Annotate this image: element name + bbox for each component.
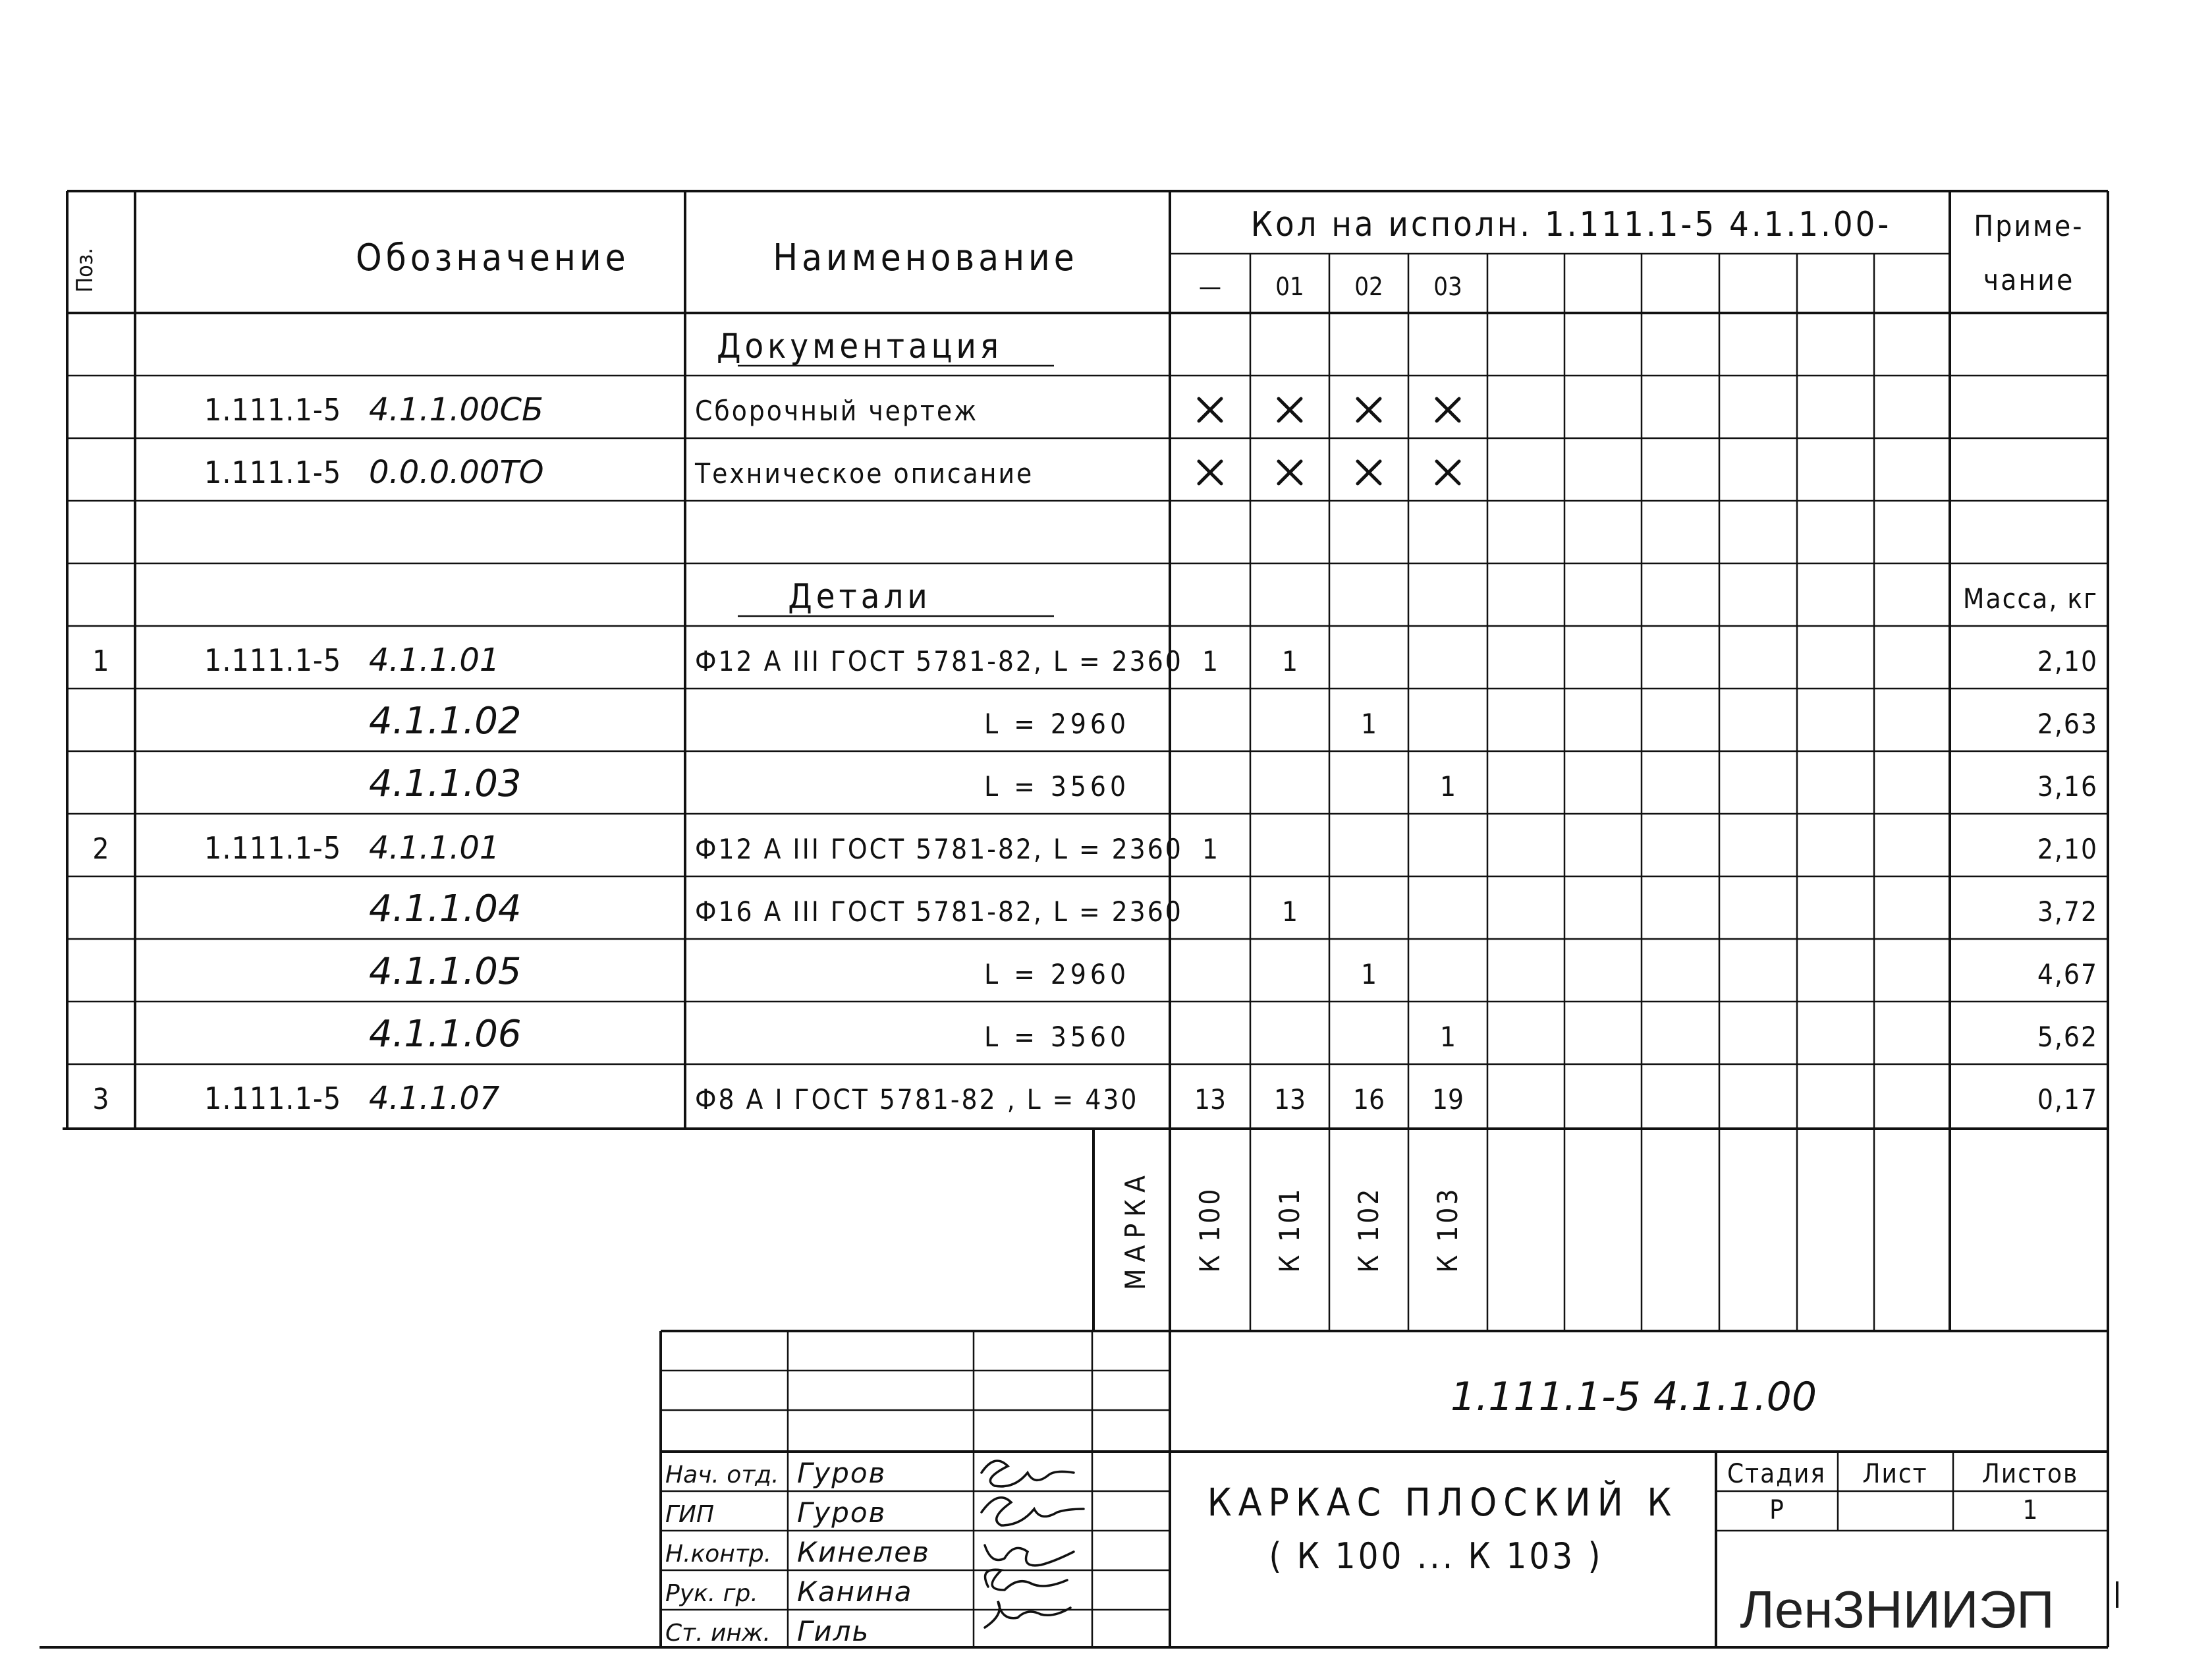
row-quantity: 1 <box>1439 770 1456 803</box>
designation-header: Обозначение <box>356 237 630 279</box>
row-code: 1.111.1-5 <box>204 1081 342 1116</box>
row-name: Сборочный чертеж <box>695 395 979 427</box>
row-name: Техническое описание <box>695 457 1034 490</box>
row-code: 1.111.1-5 <box>204 392 342 428</box>
row-sub-code: 4.1.1.05 <box>369 950 522 993</box>
approval-name: Канина <box>797 1575 913 1608</box>
table-row <box>369 762 2098 805</box>
row-quantity: 1 <box>1281 895 1298 928</box>
row-note: 3,16 <box>2037 770 2098 803</box>
approval-name: Гуров <box>797 1457 887 1489</box>
applicability-mark <box>1437 461 1459 484</box>
table-row <box>369 950 2098 993</box>
applicability-mark <box>1279 399 1301 421</box>
approval-row <box>665 1615 870 1647</box>
row-position: 1 <box>92 644 109 678</box>
table-row <box>369 1013 2098 1056</box>
approval-row <box>665 1457 886 1489</box>
section-heading: Детали <box>788 577 931 617</box>
approval-role: Ст. инж. <box>665 1620 771 1647</box>
drawing-title-line2: ( К 100 ... К 103 ) <box>1269 1535 1603 1577</box>
approval-role: ГИП <box>665 1501 715 1528</box>
approval-name: Гиль <box>797 1615 870 1647</box>
approval-role: Н.контр. <box>665 1541 772 1568</box>
table-row <box>369 700 2098 743</box>
variant-headers <box>1199 272 1462 301</box>
table-row <box>738 577 2098 617</box>
approval-row <box>665 1496 886 1529</box>
approval-role: Нач. отд. <box>665 1461 779 1489</box>
qty-header: Кол на исполн. 1.111.1-5 4.1.1.00- <box>1250 205 1892 244</box>
row-code: 1.111.1-5 <box>204 830 342 866</box>
variant-header-0: — <box>1198 272 1222 301</box>
row-sub-code: 0.0.0.00ТО <box>369 454 544 491</box>
row-note: 2,10 <box>2037 833 2098 865</box>
row-code: 1.111.1-5 <box>204 455 342 490</box>
row-note: 2,10 <box>2037 645 2098 677</box>
row-quantity: 16 <box>1352 1083 1385 1116</box>
variant-header-2: 02 <box>1354 272 1383 301</box>
variant-header-3: 03 <box>1433 272 1462 301</box>
approval-row <box>665 1575 913 1608</box>
row-note: Масса, кг <box>1962 582 2098 615</box>
row-quantity: 1 <box>1439 1021 1456 1053</box>
row-quantity: 13 <box>1194 1083 1227 1116</box>
row-quantity: 1 <box>1202 645 1219 677</box>
row-quantity: 1 <box>1202 833 1219 865</box>
marka-value-1: К 101 <box>1273 1186 1306 1273</box>
row-quantity: 1 <box>1360 958 1377 990</box>
applicability-mark <box>1437 399 1459 421</box>
marka-value-0: К 100 <box>1194 1186 1226 1273</box>
marka-value-2: К 102 <box>1352 1186 1385 1273</box>
applicability-mark <box>1279 461 1301 484</box>
row-name: L = 2960 <box>984 708 1130 740</box>
variant-header-1: 01 <box>1275 272 1304 301</box>
marka-value-3: К 103 <box>1431 1186 1464 1273</box>
approval-row <box>665 1536 930 1568</box>
drawing-title-line1: КАРКАС ПЛОСКИЙ К <box>1207 1480 1678 1525</box>
row-name: L = 3560 <box>984 1021 1130 1053</box>
row-sub-code: 4.1.1.07 <box>369 1080 500 1117</box>
sheet-label: Лист <box>1862 1459 1928 1489</box>
signatures <box>982 1461 1084 1628</box>
row-note: 5,62 <box>2037 1021 2098 1053</box>
note-header-line1: Приме- <box>1974 210 2084 243</box>
approval-name: Кинелев <box>797 1536 930 1568</box>
marka-label: МАРКА <box>1119 1169 1151 1290</box>
approval-role: Рук. гр. <box>665 1580 758 1607</box>
row-sub-code: 4.1.1.06 <box>369 1013 522 1056</box>
row-sub-code: 4.1.1.00СБ <box>369 391 543 428</box>
applicability-mark <box>1199 461 1221 484</box>
table-row <box>369 888 2098 930</box>
applicability-mark <box>1358 461 1380 484</box>
row-name: Ф12 А III ГОСТ 5781-82, L = 2360 <box>695 645 1183 677</box>
approvals-list <box>665 1457 930 1647</box>
row-name: Ф16 А III ГОСТ 5781-82, L = 2360 <box>695 895 1183 928</box>
row-quantity: 13 <box>1273 1083 1306 1116</box>
row-note: 2,63 <box>2037 708 2098 740</box>
table-row <box>204 391 1459 428</box>
note-header-line2: чание <box>1983 264 2075 297</box>
approval-name: Гуров <box>797 1496 887 1529</box>
organization-name: ЛенЗНИИЭП <box>1740 1580 2055 1639</box>
row-code: 1.111.1-5 <box>204 642 342 678</box>
stage-value: Р <box>1769 1495 1784 1525</box>
document-code: 1.111.1-5 4.1.1.00 <box>1451 1374 1817 1420</box>
spec-table-grid <box>63 191 2108 1331</box>
row-sub-code: 4.1.1.01 <box>369 830 500 866</box>
row-name: L = 3560 <box>984 770 1130 803</box>
applicability-mark <box>1358 399 1380 421</box>
name-header: Наименование <box>773 237 1078 279</box>
row-sub-code: 4.1.1.03 <box>369 762 522 805</box>
table-row <box>204 454 1459 491</box>
row-sub-code: 4.1.1.02 <box>369 700 522 743</box>
row-name: Ф8 А I ГОСТ 5781-82 , L = 430 <box>695 1083 1139 1116</box>
row-note: 0,17 <box>2037 1083 2098 1116</box>
pos-header: Поз. <box>72 248 98 293</box>
row-position: 2 <box>92 832 109 866</box>
sheets-label: Листов <box>1981 1459 2079 1489</box>
row-quantity: 19 <box>1431 1083 1464 1116</box>
row-sub-code: 4.1.1.04 <box>369 888 522 930</box>
row-position: 3 <box>92 1083 109 1116</box>
row-name: L = 2960 <box>984 958 1130 990</box>
stage-label: Стадия <box>1727 1459 1827 1489</box>
row-note: 4,67 <box>2037 958 2098 990</box>
sheets-value: 1 <box>2022 1495 2038 1525</box>
section-heading: Документация <box>716 327 1003 366</box>
row-note: 3,72 <box>2037 895 2098 928</box>
row-sub-code: 4.1.1.01 <box>369 642 500 679</box>
applicability-mark <box>1199 399 1221 421</box>
table-row <box>717 327 1054 366</box>
row-quantity: 1 <box>1360 708 1377 740</box>
row-name: Ф12 А III ГОСТ 5781-82, L = 2360 <box>695 833 1183 865</box>
row-quantity: 1 <box>1281 645 1298 677</box>
